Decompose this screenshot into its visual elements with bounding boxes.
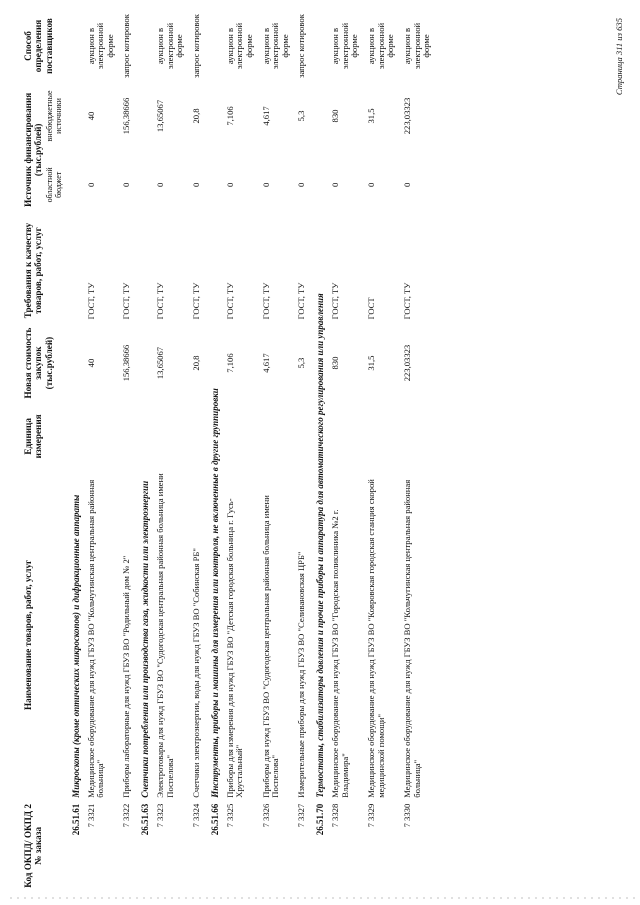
item-external-sources: 20,8 <box>191 108 202 124</box>
item-unit <box>221 404 257 469</box>
page-number: Страница 311 из 635 <box>614 18 624 96</box>
item-unit <box>398 404 434 469</box>
item-regional-budget: 0 <box>224 182 235 187</box>
order-code: 7 3322 <box>121 803 132 828</box>
table-row <box>398 11 434 891</box>
item-unit <box>257 404 293 469</box>
item-unit <box>326 404 362 469</box>
group-row <box>309 11 326 891</box>
item-method: запрос котировок <box>296 14 307 78</box>
item-name: Медицинское оборудование для нужд ГБУЗ ВО "Кольчугинская центральная районная больница" <box>85 479 106 798</box>
item-method: аукцион в электронной форме <box>366 22 396 70</box>
header-price: Новая стоимость закупок (тыс.рублей) <box>23 327 54 399</box>
table-row <box>257 11 293 891</box>
item-unit <box>151 404 187 469</box>
item-requirements: ГОСТ, ТУ <box>85 282 96 320</box>
item-regional-budget: 0 <box>401 182 412 187</box>
order-code: 7 3321 <box>85 803 96 828</box>
item-requirements: ГОСТ, ТУ <box>224 282 235 320</box>
item-method: аукцион в электронной форме <box>85 22 115 70</box>
item-external-sources: 830 <box>330 109 341 123</box>
table-row <box>187 11 204 891</box>
item-external-sources: 7,106 <box>224 106 235 126</box>
item-requirements: ГОСТ, ТУ <box>296 282 307 320</box>
item-price: 40 <box>85 358 96 368</box>
table-row <box>117 11 134 891</box>
table-row <box>326 11 362 891</box>
order-code: 7 3329 <box>366 803 377 828</box>
order-code: 7 3327 <box>296 803 307 828</box>
order-code: 7 3330 <box>401 803 412 828</box>
item-price: 156,38666 <box>121 344 132 382</box>
item-external-sources: 4,617 <box>260 106 271 126</box>
table-row <box>151 11 187 891</box>
item-method: запрос котировок <box>121 14 132 78</box>
header-unit: Единица измерения <box>23 414 44 459</box>
item-regional-budget: 0 <box>330 182 341 187</box>
item-external-sources: 40 <box>85 111 96 121</box>
item-requirements: ГОСТ, ТУ <box>260 282 271 320</box>
group-title: Счетчики потребления или производства газа, жидкости или электроэнергии <box>140 480 151 798</box>
item-price: 20,8 <box>191 355 202 371</box>
item-price: 223,03323 <box>401 344 412 382</box>
item-price: 7,106 <box>224 353 235 373</box>
item-unit <box>292 404 309 469</box>
group-row <box>204 11 221 891</box>
item-external-sources: 5,3 <box>296 110 307 122</box>
group-code: 26.51.70 <box>315 803 326 836</box>
item-name: Приборы для измерения для нужд ГБУЗ ВО "Детская городская больница г. Гусь-Хрустальный" <box>224 498 245 798</box>
item-name: Приборы для нужд ГБУЗ ВО "Судогодская центральная районная больница имени Поспелова" <box>260 495 281 798</box>
header-code: Код ОКПД/ ОКПД 2 № заказа <box>23 803 44 888</box>
item-name: Приборы лабораторные для нужд ГБУЗ ВО "Родильный дом № 2" <box>121 555 132 798</box>
item-unit <box>82 404 118 469</box>
group-title: Инструменты, приборы и машины для измерения или контроля, не включенные в другие группировки <box>209 388 220 798</box>
scan-artifact <box>10 897 640 899</box>
item-price: 830 <box>330 356 341 370</box>
table-row <box>292 11 309 891</box>
header-source: Источник финансирования (тыс.рублей) <box>23 92 44 207</box>
item-unit <box>362 404 398 469</box>
item-regional-budget: 0 <box>260 182 271 187</box>
group-row <box>134 11 151 891</box>
item-name: Медицинское оборудование для нужд ГБУЗ ВО "Кольчугинская центральная районная больница" <box>401 479 422 798</box>
group-code: 26.51.66 <box>209 803 220 836</box>
order-code: 7 3328 <box>330 803 341 828</box>
group-title: Микроскопы (кроме оптических микроскопов) и дифракционные аппараты <box>70 494 81 798</box>
header-source-regional: областной бюджет <box>44 167 63 203</box>
item-method: запрос котировок <box>191 14 202 78</box>
item-regional-budget: 0 <box>296 182 307 187</box>
header-source-external: внебюджетные источники <box>44 90 63 142</box>
table-body <box>65 11 434 891</box>
item-regional-budget: 0 <box>121 182 132 187</box>
item-price: 5,3 <box>296 357 307 369</box>
item-price: 4,617 <box>260 353 271 373</box>
item-requirements: ГОСТ, ТУ <box>121 282 132 320</box>
procurement-table <box>22 11 434 891</box>
item-name: Счетчики электроэнергии, воды для нужд ГБУЗ ВО "Собинская РБ" <box>191 548 202 798</box>
order-code: 7 3326 <box>260 803 271 828</box>
order-code: 7 3325 <box>224 803 235 828</box>
item-price: 31,5 <box>366 355 377 371</box>
table-header <box>22 11 65 891</box>
item-method: аукцион в электронной форме <box>260 22 290 70</box>
item-price: 13,65067 <box>155 346 166 380</box>
item-method: аукцион в электронной форме <box>330 22 360 70</box>
item-name: Медицинское оборудование для нужд ГБУЗ ВО "Ковровская городская станция скорой медицинской помощи" <box>366 479 386 798</box>
order-code: 7 3324 <box>191 803 202 828</box>
group-row <box>65 11 82 891</box>
item-name: Измерительные приборы для нужд ГБУЗ ВО "Селивановская ЦРБ" <box>296 551 307 798</box>
item-name: Электротовары для нужд ГБУЗ ВО "Судогодская центральная районная больница имени Поспелова" <box>155 473 175 798</box>
item-external-sources: 156,38666 <box>121 97 132 135</box>
item-method: аукцион в электронной форме <box>155 22 185 70</box>
item-requirements: ГОСТ, ТУ <box>191 282 202 320</box>
header-method: Способ определения поставщиков <box>23 18 54 74</box>
group-code: 26.51.63 <box>140 803 151 836</box>
table-row <box>362 11 398 891</box>
item-method: аукцион в электронной форме <box>401 22 432 70</box>
item-regional-budget: 0 <box>155 182 166 187</box>
item-requirements: ГОСТ, ТУ <box>330 282 341 320</box>
item-unit <box>187 404 204 469</box>
group-code: 26.51.61 <box>70 803 81 836</box>
item-regional-budget: 0 <box>191 182 202 187</box>
item-requirements: ГОСТ <box>366 297 377 320</box>
order-code: 7 3323 <box>155 803 166 828</box>
item-requirements: ГОСТ, ТУ <box>155 282 166 320</box>
item-regional-budget: 0 <box>366 182 377 187</box>
group-title: Термостаты, стабилизаторы давления и прочие приборы и аппаратура для автоматического регулирования или управления <box>315 293 326 798</box>
header-requirements: Требования к качеству товаров, работ, услуг <box>23 222 44 319</box>
item-requirements: ГОСТ, ТУ <box>401 282 412 320</box>
item-method: аукцион в электронной форме <box>224 22 254 70</box>
table-row <box>221 11 257 891</box>
item-unit <box>117 404 134 469</box>
item-external-sources: 31,5 <box>366 108 377 124</box>
header-name: Наименование товаров, работ, услуг <box>23 559 33 711</box>
item-name: Медицинское оборудование для нужд ГБУЗ ВО "Городская поликлиника №2 г. Владимира" <box>330 509 350 798</box>
item-regional-budget: 0 <box>85 182 96 187</box>
item-external-sources: 13,65067 <box>155 99 166 133</box>
item-external-sources: 223,03323 <box>401 97 412 135</box>
table-row <box>82 11 118 891</box>
